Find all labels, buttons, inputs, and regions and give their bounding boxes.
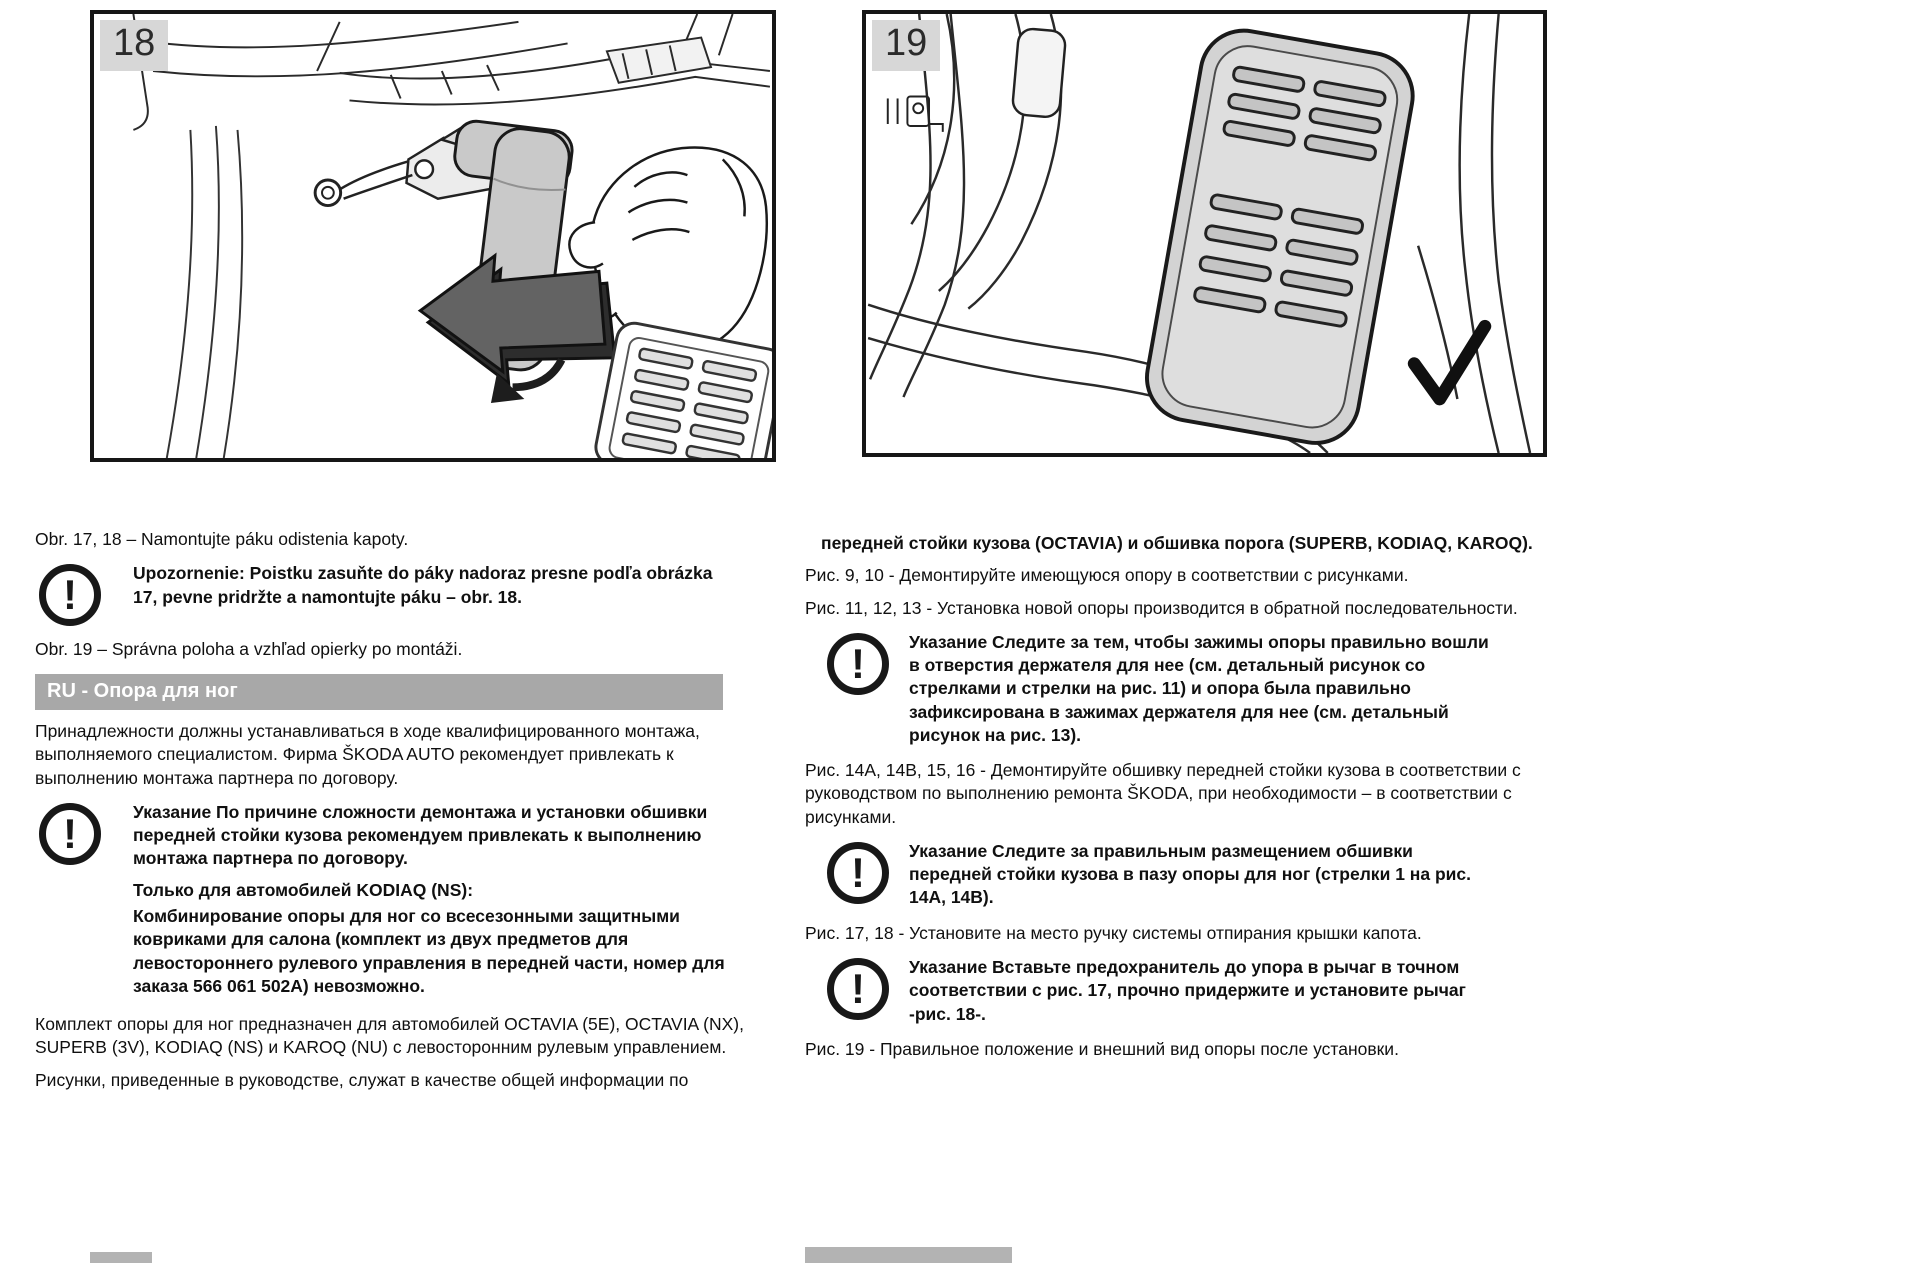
caption-ris-9-10: Рис. 9, 10 - Демонтируйте имеющуюся опору в соответствии с рисунками. xyxy=(805,565,1409,586)
clip-details xyxy=(888,96,943,131)
warning-text: Указание Следите за правильным размещением обшивки передней стойки кузова в пазу опоры для ног (стрелки 1 на рис. 14A, 14B). xyxy=(909,840,1471,908)
caption-obr-19: Obr. 19 – Správna poloha a vzhľad opierky po montáži. xyxy=(35,639,463,660)
warning-block-ru-1 xyxy=(35,799,763,1001)
warning-block-ru-2 xyxy=(805,629,1533,747)
paragraph-figures-note: Рисунки, приведенные в руководстве, служат в качестве общей информации по xyxy=(35,1069,689,1090)
figure-18 xyxy=(90,10,776,462)
warning-icon xyxy=(827,958,889,1020)
warning-icon xyxy=(827,633,889,695)
warning-icon xyxy=(39,803,101,865)
warning-text: Указание Следите за тем, чтобы зажимы опоры правильно вошли в отверстия держателя для нее (см. детальный рисунок со стрелками и стрелки на рис. 11) и опора была правильно зафиксирована в зажимах держателя для нее (см. детальный рисунок на рис. 13). xyxy=(909,631,1489,745)
section-header-ru: RU - Опора для ног xyxy=(35,674,723,711)
pillar-trim-piece xyxy=(1012,28,1066,118)
warning-block-ru-4 xyxy=(805,954,1533,1026)
figure-18-number: 18 xyxy=(100,20,168,71)
warning-icon xyxy=(39,564,101,626)
caption-ris-17-18: Рис. 17, 18 - Установите на место ручку системы отпирания крышки капота. xyxy=(805,922,1422,943)
warning-block-sk xyxy=(35,560,763,626)
paragraph-vehicle-list: Комплект опоры для ног предназначен для автомобилей OCTAVIA (5E), OCTAVIA (NX), SUPERB (3V), KODIAQ (NS) и KAROQ (NU) с левосторонним рулевым управлением. xyxy=(35,1014,744,1058)
exclamation-glyph: ! xyxy=(63,810,77,857)
continued-bold-line: передней стойки кузова (OCTAVIA) и обшивка порога (SUPERB, KODIAQ, KAROQ). xyxy=(821,533,1533,553)
footrest-pedal xyxy=(1140,24,1419,450)
warning-icon xyxy=(827,842,889,904)
kodiaq-note-title: Только для автомобилей KODIAQ (NS): xyxy=(133,879,474,900)
caption-ris-19: Рис. 19 - Правильное положение и внешний вид опоры после установки. xyxy=(805,1038,1399,1059)
figure-18-illustration xyxy=(94,14,772,458)
caption-obr-17-18: Obr. 17, 18 – Namontujte páku odistenia kapoty. xyxy=(35,529,409,549)
figure-19-number: 19 xyxy=(872,20,940,71)
kodiaq-note-body: Комбинирование опоры для ног со всесезонными защитными ковриками для салона (комплект из двух предметов для левостороннего рулевого управления в передней части, номер для заказа 566 061 502A) невозможно. xyxy=(133,905,725,996)
warning-block-ru-3 xyxy=(805,838,1533,910)
grommet-circle xyxy=(315,180,341,206)
warning-text: Указание Вставьте предохранитель до упора в рычаг в точном соответствии с рис. 17, прочно придержите и установите рычаг -рис. 18-. xyxy=(909,956,1466,1024)
pillar-lines xyxy=(167,126,242,458)
left-column xyxy=(35,528,763,1101)
figure-19-illustration xyxy=(866,14,1543,453)
warning-text xyxy=(133,799,763,1001)
warning-paragraph: Указание По причине сложности демонтажа и установки обшивки передней стойки кузова рекомендуем привлекать к выполнению монтажа партнера по договору. xyxy=(133,801,708,869)
figure-19 xyxy=(862,10,1547,457)
partial-section-bar xyxy=(805,1247,1012,1263)
exclamation-glyph: ! xyxy=(63,571,77,619)
caption-ris-11-12-13: Рис. 11, 12, 13 - Установка новой опоры производится в обратной последовательности. xyxy=(805,597,1518,618)
vent-grille xyxy=(593,320,772,458)
right-column xyxy=(805,532,1533,1070)
paragraph-installation: Принадлежности должны устанавливаться в ходе квалифицированного монтажа, выполняемого специалистом. Фирма ŠKODA AUTO рекомендует привлекать к выполнению монтажа партнера по договору. xyxy=(35,721,700,788)
exclamation-glyph: ! xyxy=(851,849,865,896)
exclamation-glyph: ! xyxy=(851,639,865,687)
caption-ris-14-16: Рис. 14A, 14B, 15, 16 - Демонтируйте обшивку передней стойки кузова в соответствии с руководством по выполнению ремонта ŠKODA, при необходимости – в соответствии с рисунками. xyxy=(805,760,1521,827)
partial-section-bar xyxy=(90,1252,152,1263)
warning-text: Upozornenie: Poistku zasuňte do páky nadoraz presne podľa obrázka 17, pevne pridržte a namontujte páku – obr. 18. xyxy=(133,563,713,607)
exclamation-glyph: ! xyxy=(851,965,865,1013)
